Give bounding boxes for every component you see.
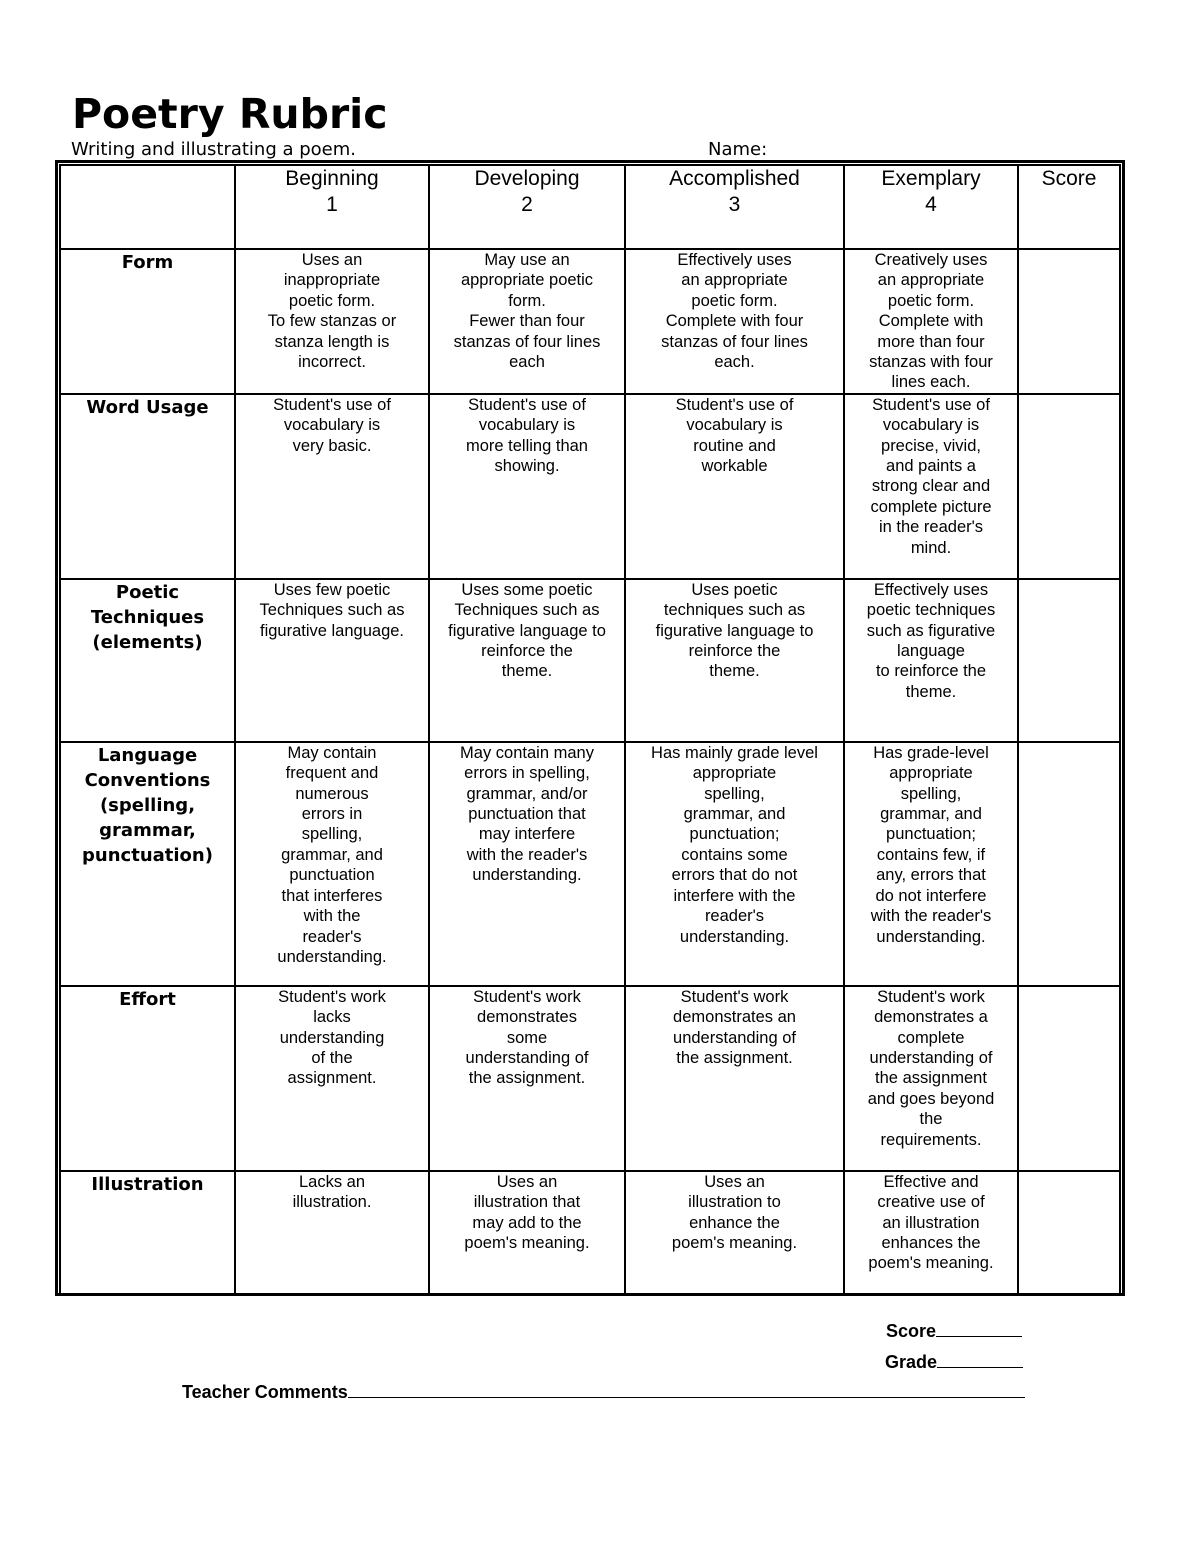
descriptor-line: an illustration [882,1213,980,1232]
column-header-accomplished [625,165,844,249]
descriptor-line: Uses poetic [691,580,778,599]
descriptor-line: mind. [910,538,952,557]
descriptor-line: poetic form. [691,291,778,310]
criterion-cell [60,742,235,986]
descriptor-line: understanding of [673,1028,796,1047]
descriptor-cell [429,249,625,394]
descriptor-line: very basic. [292,436,372,455]
descriptor-cell [625,986,844,1171]
descriptor-line: lacks [313,1008,351,1027]
descriptor-line: do not interfere [875,886,987,905]
column-header-beginning [235,165,429,249]
descriptor-line: May use an [484,251,570,269]
descriptor-line: contains few, if [876,845,986,864]
descriptor-line: poetic form. [887,291,975,310]
rubric-body [60,249,1120,1295]
rubric-row-poetic [60,579,1120,742]
descriptor-line: and paints a [886,457,976,476]
descriptor-line: illustration to [688,1193,781,1212]
descriptor-cell [235,1171,429,1295]
descriptor-line: form. [508,291,546,310]
criterion-label-line: (elements) [92,631,203,653]
descriptor-cell [625,249,844,394]
descriptor-line: assignment. [287,1069,377,1088]
descriptor-line: To few stanzas or [267,312,397,331]
descriptor-line: inappropriate [283,271,381,290]
rubric-row-form [60,249,1120,394]
descriptor-line: the [919,1110,943,1129]
descriptor-line: that interferes [281,886,383,905]
descriptor-line: May contain [287,743,377,762]
descriptor-line: Fewer than four [469,312,585,331]
descriptor-line: Techniques such as [454,601,600,620]
descriptor-line: to reinforce the [875,662,987,681]
column-points: 3 [728,193,741,216]
teacher-comments-label: Teacher Comments [182,1382,348,1402]
score-cell[interactable] [1018,579,1120,742]
descriptor-line: grammar, and [880,805,982,824]
rubric-table [59,164,1121,1296]
descriptor-cell [625,579,844,742]
descriptor-cell [844,1171,1018,1295]
descriptor-cell [625,1171,844,1295]
descriptor-line: Uses an [301,251,363,269]
descriptor-line: Student's use of [273,395,391,414]
descriptor-line: punctuation; [689,825,780,844]
descriptor-cell [844,394,1018,579]
descriptor-cell [429,742,625,986]
rubric-row-language [60,742,1120,986]
descriptor-line: the assignment. [468,1069,586,1088]
criterion-cell [60,249,235,394]
criterion-label-line: Illustration [91,1173,204,1195]
descriptor-line: punctuation [289,866,375,885]
corner-cell [60,165,235,249]
criterion-cell [60,579,235,742]
descriptor-line: with the reader's [466,845,588,864]
descriptor-line: Uses few poetic [273,580,391,599]
criterion-label-line: (spelling, [99,794,196,816]
descriptor-line: such as figurative [866,621,996,640]
descriptor-line: workable [701,457,768,476]
descriptor-line: Effective and [883,1172,979,1191]
descriptor-line: incorrect. [298,353,366,372]
descriptor-line: Uses some poetic [461,580,593,599]
descriptor-line: spelling, [900,784,962,803]
descriptor-cell [429,579,625,742]
descriptor-line: errors in spelling, [464,764,590,783]
descriptor-line: vocabulary is [283,416,381,435]
descriptor-line: understanding. [679,927,790,946]
descriptor-line: Has grade-level [873,743,989,762]
descriptor-line: more than four [877,332,985,351]
descriptor-line: vocabulary is [686,416,783,435]
descriptor-cell [429,394,625,579]
descriptor-line: figurative language. [259,621,405,640]
descriptor-cell [235,742,429,986]
descriptor-line: poetic form. [288,291,376,310]
descriptor-line: Lacks an [298,1172,366,1191]
descriptor-line: frequent and [285,764,379,783]
descriptor-line: Complete with four [665,312,804,331]
grade-field[interactable] [885,1350,1023,1373]
criterion-cell [60,1171,235,1295]
score-cell[interactable] [1018,1171,1120,1295]
descriptor-line: vocabulary is [882,416,980,435]
descriptor-line: an appropriate [877,271,985,290]
descriptor-line: Creatively uses [874,251,988,269]
descriptor-line: requirements. [880,1130,982,1149]
descriptor-line: routine and [693,436,776,455]
descriptor-line: Student's work [680,987,789,1006]
descriptor-line: spelling, [704,784,765,803]
descriptor-line: stanzas of four lines [453,332,601,351]
descriptor-line: punctuation; [886,825,976,844]
descriptor-line: poetic techniques [866,601,996,620]
descriptor-line: Student's use of [675,395,794,414]
descriptor-line: complete picture [870,497,992,516]
descriptor-line: Student's work [278,987,386,1006]
descriptor-line: strong clear and [871,477,991,496]
column-points: 4 [925,193,937,216]
descriptor-line: the assignment. [676,1049,793,1068]
descriptor-line: theme. [709,662,760,681]
column-header-score [1018,165,1120,249]
descriptor-line: Student's use of [468,395,586,414]
descriptor-line: stanzas of four lines [661,332,808,351]
descriptor-line: Has mainly grade level [651,743,818,762]
descriptor-line: figurative language to [448,621,606,640]
descriptor-line: and goes beyond [867,1089,995,1108]
descriptor-line: understanding of [869,1049,993,1068]
descriptor-line: the assignment [875,1069,987,1088]
descriptor-line: more telling than [466,436,588,455]
descriptor-line: contains some [681,845,788,864]
criterion-label-line: Techniques [90,606,205,628]
criterion-cell [60,986,235,1171]
descriptor-cell [235,579,429,742]
descriptor-line: any, errors that [876,866,986,885]
descriptor-line: stanza length is [274,332,390,351]
descriptor-line: each [509,353,545,372]
descriptor-line: complete [897,1028,965,1047]
descriptor-line: language [897,642,965,661]
column-label: Beginning [285,167,379,190]
descriptor-line: reinforce the [481,642,573,661]
descriptor-line: illustration that [473,1193,581,1212]
descriptor-cell [235,394,429,579]
descriptor-line: spelling, [301,825,363,844]
column-header-developing [429,165,625,249]
score-cell[interactable] [1018,249,1120,394]
descriptor-line: of the [311,1049,353,1068]
column-points: 2 [521,193,533,216]
descriptor-line: understanding. [472,866,582,885]
descriptor-cell [625,742,844,986]
descriptor-line: may interfere [478,825,576,844]
header-row [60,165,1120,249]
descriptor-line: reader's [704,907,765,926]
score-cell[interactable] [1018,986,1120,1171]
descriptor-cell [235,986,429,1171]
descriptor-line: Student's work [473,987,581,1006]
descriptor-line: understanding of [465,1049,589,1068]
criterion-cell [60,394,235,579]
score-blank[interactable] [936,1319,1022,1337]
descriptor-line: creative use of [877,1193,985,1212]
descriptor-line: appropriate poetic [460,271,594,290]
column-label: Score [1041,167,1097,190]
descriptor-line: lines each. [891,373,971,392]
descriptor-cell [844,579,1018,742]
descriptor-line: some [506,1028,548,1047]
descriptor-line: enhance the [689,1213,780,1232]
rubric-row-illustration [60,1171,1120,1295]
name-label: Name: [708,139,768,160]
descriptor-line: numerous [295,784,369,803]
column-label: Developing [474,167,580,190]
teacher-comments-blank[interactable] [348,1380,1025,1398]
criterion-label-line: Word Usage [86,396,209,418]
descriptor-line: theme. [905,682,957,701]
descriptor-line: errors that do not [671,866,798,885]
criterion-label-line: punctuation) [82,844,213,866]
column-points: 1 [326,193,338,216]
descriptor-line: poem's meaning. [464,1234,590,1253]
descriptor-cell [844,249,1018,394]
descriptor-line: theme. [501,662,553,681]
descriptor-line: each. [714,353,755,372]
descriptor-line: may add to the [472,1213,582,1232]
criterion-label-line: Effort [119,988,176,1010]
score-cell[interactable] [1018,742,1120,986]
grade-label: Grade [885,1352,938,1372]
descriptor-line: Uses an [496,1172,558,1191]
descriptor-line: grammar, and [683,805,786,824]
descriptor-line: in the reader's [878,518,984,537]
descriptor-line: appropriate [692,764,777,783]
page-title: Poetry Rubric [72,90,388,138]
descriptor-line: reinforce the [688,642,781,661]
descriptor-line: grammar, and [281,845,383,864]
descriptor-line: Techniques such as [259,601,405,620]
descriptor-line: Uses an [704,1172,765,1191]
descriptor-line: demonstrates a [874,1008,988,1027]
descriptor-line: precise, vivid, [881,436,981,455]
descriptor-line: reader's [302,927,362,946]
descriptor-cell [844,986,1018,1171]
descriptor-line: Effectively uses [677,251,792,269]
descriptor-line: Student's use of [872,395,990,414]
score-field[interactable] [886,1319,1022,1342]
descriptor-line: enhances the [881,1234,981,1253]
descriptor-line: interfere with the [673,886,796,905]
descriptor-line: errors in [301,805,363,824]
descriptor-cell [235,249,429,394]
criterion-label-line: Language [97,744,198,766]
descriptor-line: figurative language to [655,621,814,640]
descriptor-line: understanding. [277,947,387,966]
criterion-label-line: Form [121,252,174,273]
descriptor-cell [429,986,625,1171]
column-label: Exemplary [881,167,981,190]
column-label: Accomplished [669,167,800,190]
score-cell[interactable] [1018,394,1120,579]
teacher-comments-field[interactable] [182,1380,1025,1403]
grade-blank[interactable] [937,1350,1023,1368]
descriptor-line: punctuation that [468,805,586,824]
descriptor-line: Student's work [877,987,985,1006]
criterion-label-line: Poetic [115,581,180,603]
descriptor-cell [429,1171,625,1295]
descriptor-line: an appropriate [681,271,788,290]
descriptor-line: grammar, and/or [466,784,588,803]
descriptor-cell [844,742,1018,986]
descriptor-line: Complete with [878,312,984,331]
criterion-label-line: Conventions [84,769,211,791]
descriptor-line: with the reader's [870,907,992,926]
descriptor-line: Effectively uses [873,580,989,599]
descriptor-line: poem's meaning. [868,1254,994,1273]
descriptor-line: showing. [494,457,560,476]
descriptor-line: poem's meaning. [671,1234,798,1253]
descriptor-line: May contain many [460,743,594,762]
descriptor-line: demonstrates an [673,1008,796,1027]
score-label: Score [886,1321,937,1341]
rubric-row-effort [60,986,1120,1171]
rubric-row-word-usage [60,394,1120,579]
descriptor-line: illustration. [292,1193,372,1212]
descriptor-line: stanzas with four [869,353,993,372]
descriptor-line: understanding [279,1028,385,1047]
descriptor-cell [625,394,844,579]
descriptor-line: demonstrates [477,1008,577,1027]
descriptor-line: vocabulary is [478,416,576,435]
descriptor-line: appropriate [889,764,973,783]
descriptor-line: techniques such as [663,601,806,620]
subtitle: Writing and illustrating a poem. [71,139,357,160]
column-header-exemplary [844,165,1018,249]
descriptor-line: with the [303,907,361,926]
descriptor-line: understanding. [876,927,986,946]
criterion-label-line: grammar, [99,819,196,841]
